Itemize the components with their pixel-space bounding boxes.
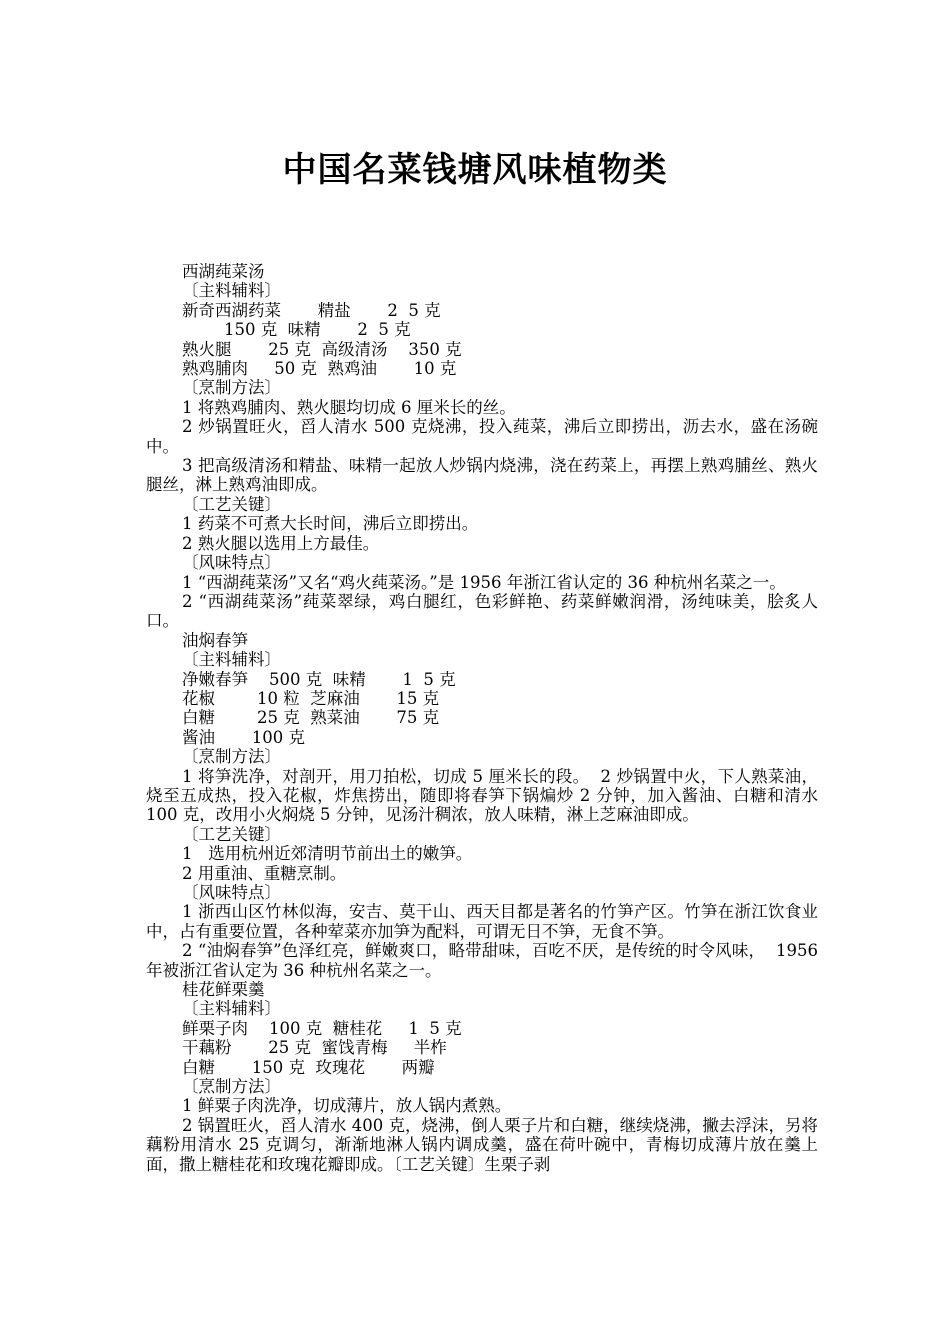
paragraph: 2 用重油、重糖烹制。 [182, 863, 347, 883]
text-line: 西湖莼菜汤 [182, 262, 265, 281]
paragraph: 1 将笋洗净，对剖开，用刀拍松，切成 5 厘米长的段。 2 炒锅置中火，下人熟菜油，烧至五成热，投入花椒，炸焦捞出，随即将春笋下锅煸炒 2 分钟，加入酱油、白糖和清水 100 克，改用小火焖烧 5 分钟，见汤汁稠浓，放人味精，淋上芝麻油即成。 [146, 766, 824, 825]
paragraph: 1 选用杭州近郊清明节前出土的嫩笋。 [182, 844, 473, 864]
paragraph: 1 鲜粟子肉洗净，切成薄片，放人锅内煮熟。 [182, 1096, 512, 1116]
text-line: 酱油 100 克 [182, 727, 305, 747]
paragraph: 3 把高级清汤和精盐、味精一起放人炒锅内烧沸，浇在药菜上，再摆上熟鸡脯丝、熟火腿丝，淋上熟鸡油即成。 [146, 456, 818, 495]
text-line: 〔风味特点〕 [182, 553, 281, 573]
text-line: 油焖春笋 [182, 630, 248, 650]
document-title: 中国名菜钱塘风味植物类 [282, 150, 668, 190]
text-line: 新奇西湖药菜 精盐 2 5 克 [182, 300, 441, 320]
text-line: 熟火腿 25 克 高级清汤 350 克 [182, 339, 462, 359]
text-line: 〔风味特点〕 [182, 883, 281, 902]
text-line: 花椒 10 粒 芝麻油 15 克 [182, 688, 440, 708]
text-line: 〔工艺关键〕 [182, 824, 281, 844]
paragraph: 2 “油焖春笋”色泽红亮，鲜嫩爽口，略带甜味，百吃不厌，是传统的时令风味， 1956 年被浙江省认定为 36 种杭州名菜之一。 [146, 941, 824, 980]
paragraph: 1 浙西山区竹林似海，安吉、莫干山、西天目都是著名的竹笋产区。竹笋在浙江饮食业中，占有重要位置，各种荤菜亦加笋为配料，可谓无日不笋，无食不笋。 [146, 902, 818, 941]
text-line: 桂花鲜栗羹 [182, 980, 265, 1000]
text-line: 白糖 25 克 熟菜油 75 克 [182, 708, 440, 728]
paragraph: 2 “西湖莼菜汤”莼菜翠绿，鸡白腿红，色彩鲜艳、药菜鲜嫩润滑，汤纯味美，脍炙人口。 [146, 591, 818, 631]
text-line: 150 克 味精 2 5 克 [182, 320, 411, 340]
text-line: 净嫩春笋 500 克 味精 1 5 克 [182, 669, 456, 689]
paragraph: 2 炒锅置旺火，舀人清水 500 克烧沸，投入莼菜，沸后立即捞出，沥去水，盛在汤碗中。 [146, 417, 818, 456]
text-line: 〔工艺关键〕 [182, 494, 281, 514]
text-line: 熟鸡脯肉 50 克 熟鸡油 10 克 [182, 359, 457, 379]
document-body [146, 262, 824, 1174]
text-line: 白糖 150 克 玫瑰花 两瓣 [182, 1057, 435, 1077]
paragraph: 2 熟火腿以选用上方最佳。 [182, 533, 380, 553]
paragraph: 1 将熟鸡脯肉、熟火腿均切成 6 厘米长的丝。 [182, 397, 516, 417]
paragraph: 1 药菜不可煮大长时间，沸后立即捞出。 [182, 514, 479, 534]
text-line: 〔烹制方法〕 [182, 378, 281, 398]
text-line: 〔主料辅料〕 [182, 650, 281, 670]
text-line: 〔烹制方法〕 [182, 1077, 281, 1097]
text-line: 鲜栗子肉 100 克 糖桂花 1 5 克 [182, 1018, 462, 1038]
text-line: 干藕粉 25 克 蜜饯青梅 半柞 [182, 1038, 447, 1058]
text-line: 〔主料辅料〕 [182, 281, 281, 301]
text-line: 〔烹制方法〕 [182, 747, 281, 767]
paragraph: 2 锅置旺火，舀人清水 400 克，烧沸，倒人栗子片和白糖，继续烧沸，撇去浮沫，另将藕粉用清水 25 克调匀，渐渐地淋人锅内调成羹，盛在荷叶碗中，青梅切成薄片放在羹上面，撒上糖桂花和玫瑰花瓣即成。〔工艺关键〕生栗子剥 [146, 1115, 818, 1174]
paragraph: 1 “西湖莼菜汤”又名“鸡火莼菜汤。”是 1956 年浙江省认定的 36 种杭州名菜之一。 [182, 572, 786, 592]
text-line: 〔主料辅料〕 [182, 999, 281, 1019]
